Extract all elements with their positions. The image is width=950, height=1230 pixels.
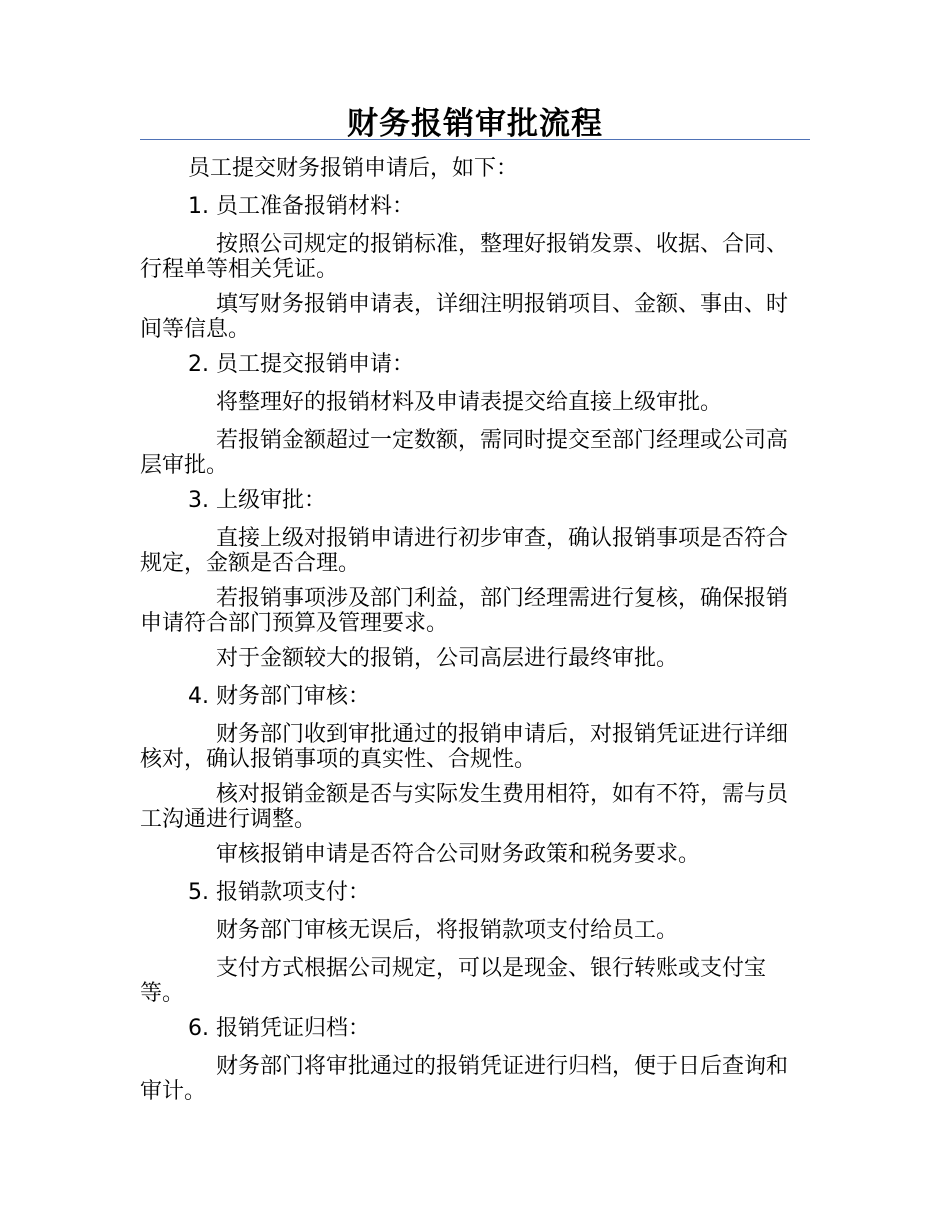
section-4-item-3: 审核报销申请是否符合公司财务政策和税务要求。 xyxy=(216,842,701,867)
section-3-item-3: 对于金额较大的报销，公司高层进行最终审批。 xyxy=(216,646,679,671)
section-heading-3: 3. 上级审批： xyxy=(188,488,326,513)
section-1-item-2: 填写财务报销申请表，详细注明报销项目、金额、事由、时间等信息。 xyxy=(140,292,789,342)
section-heading-6: 6. 报销凭证归档： xyxy=(188,1016,370,1041)
section-4-item-1: 财务部门收到审批通过的报销申请后，对报销凭证进行详细核对，确认报销事项的真实性、合规性。 xyxy=(140,722,789,772)
section-2-item-2: 若报销金额超过一定数额，需同时提交至部门经理或公司高层审批。 xyxy=(140,428,789,478)
section-heading-5: 5. 报销款项支付： xyxy=(188,880,370,905)
section-5-item-1: 财务部门审核无误后，将报销款项支付给员工。 xyxy=(216,918,679,943)
section-3-item-1: 直接上级对报销申请进行初步审查，确认报销事项是否符合规定，金额是否合理。 xyxy=(140,526,789,576)
title-underline xyxy=(140,139,810,140)
intro-paragraph: 员工提交财务报销申请后，如下： xyxy=(188,156,519,181)
section-6-item-1: 财务部门将审批通过的报销凭证进行归档，便于日后查询和审计。 xyxy=(140,1054,789,1104)
section-5-item-2: 支付方式根据公司规定，可以是现金、银行转账或支付宝等。 xyxy=(140,956,767,1006)
section-heading-1: 1. 员工准备报销材料： xyxy=(188,194,414,219)
document-body xyxy=(140,156,790,1114)
section-2-item-1: 将整理好的报销材料及申请表提交给直接上级审批。 xyxy=(216,390,723,415)
section-3-item-2: 若报销事项涉及部门利益，部门经理需进行复核，确保报销申请符合部门预算及管理要求。 xyxy=(140,586,789,636)
section-1-item-1: 按照公司规定的报销标准，整理好报销发票、收据、合同、行程单等相关凭证。 xyxy=(140,232,789,282)
section-4-item-2: 核对报销金额是否与实际发生费用相符，如有不符，需与员工沟通进行调整。 xyxy=(140,782,789,832)
section-heading-4: 4. 财务部门审核： xyxy=(188,684,370,709)
section-heading-2: 2. 员工提交报销申请： xyxy=(188,352,414,377)
document-title: 财务报销审批流程 xyxy=(347,106,603,142)
